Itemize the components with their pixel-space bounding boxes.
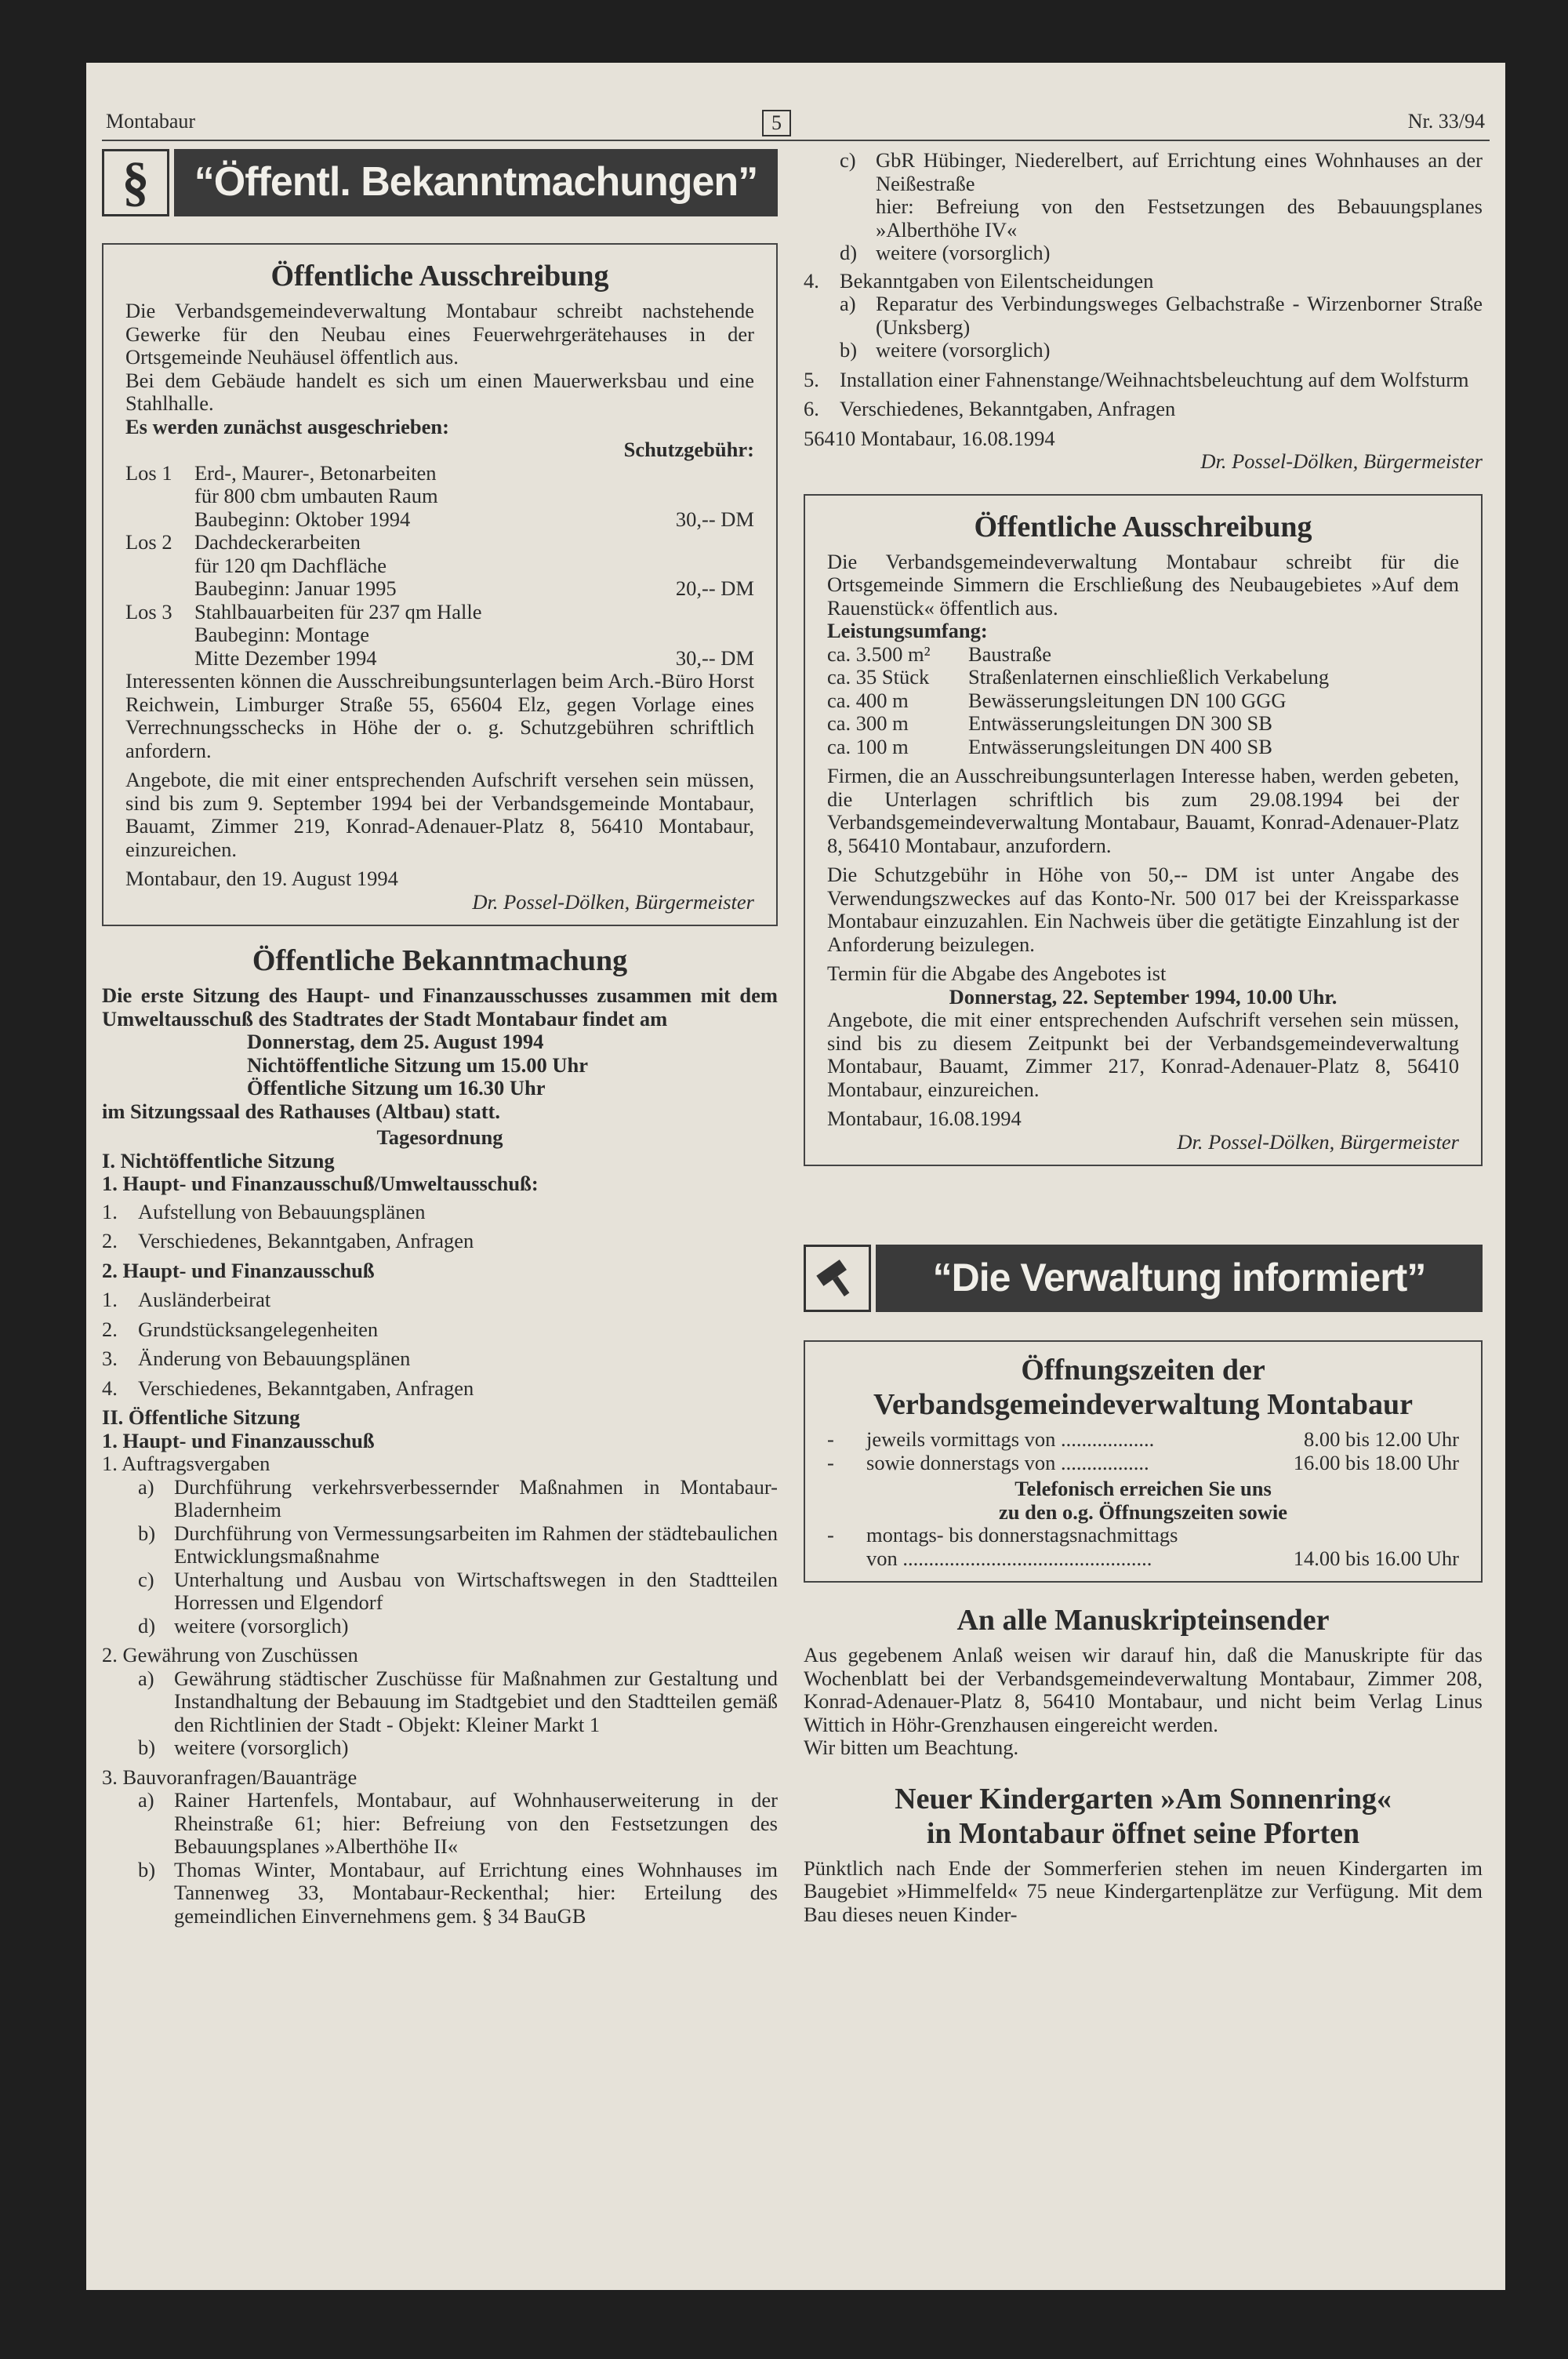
phone-heading-line1: Telefonisch erreichen Sie uns [1014, 1477, 1272, 1500]
manuscript-title: An alle Manuskripteinsender [956, 1604, 1330, 1637]
lot-fee: 20,-- DM [675, 576, 754, 600]
meeting-date: Donnerstag, dem 25. August 1994 [247, 1030, 544, 1053]
section-banner-public-notices [102, 149, 778, 216]
right-column [804, 149, 1483, 1926]
manuscript-notice [804, 1603, 1483, 1760]
newspaper-page [86, 63, 1505, 2290]
agenda-subitem: d) weitere (vorsorglich) [840, 241, 1051, 264]
kindergarten-article [804, 1782, 1483, 1927]
agenda-date: 56410 Montabaur, 16.08.1994 [804, 426, 1055, 450]
kindergarten-text: Pünktlich nach Ende der Sommerferien stehen im neuen Kindergarten im Baugebiet »Himmelfeld« 75 neue Kindergartenplätze zur Verfügung. Mit dem Bau dieses neuen Kinder- [804, 1856, 1483, 1926]
agenda-subsection: 2. Haupt- und Finanzausschuß [102, 1258, 375, 1282]
agenda-subitem: a) Gewährung städtischer Zuschüsse für Maßnahmen zur Gestaltung und Instandhaltung der Bebauung im Stadtgebiet und den Stadtteilen gemäß den Richtlinien der Stadt - Objekt: Kleiner Markt 1 [138, 1666, 778, 1736]
kindergarten-title-line2: in Montabaur öffnet seine Pforten [926, 1816, 1360, 1850]
agenda-subsection: 1. Haupt- und Finanzausschuß [102, 1428, 375, 1452]
agenda-section: II. Öffentliche Sitzung [102, 1405, 300, 1429]
tender-subheading: Es werden zunächst ausgeschrieben: [125, 414, 449, 438]
issue-number: Nr. 33/94 [1407, 110, 1485, 133]
agenda-subsection: 1. Haupt- und Finanzausschuß/Umweltausschuß: [102, 1172, 539, 1195]
page-number: 5 [762, 110, 791, 136]
agenda-heading: Tagesordnung [376, 1125, 503, 1149]
agenda-subitem: a) Reparatur des Verbindungsweges Gelbachstraße - Wirzenborner Straße (Unksberg) [840, 292, 1483, 339]
hours-title-line2: Verbandsgemeindeverwaltung Montabaur [873, 1388, 1413, 1421]
lot-list [125, 462, 754, 671]
opening-hours-box [804, 1340, 1483, 1583]
meeting-public-time: Öffentliche Sitzung um 16.30 Uhr [247, 1076, 546, 1100]
scope-item: ca. 300 m Entwässerungsleitungen DN 300 SB [827, 711, 1272, 735]
lot-fee: 30,-- DM [675, 507, 754, 531]
scope-heading: Leistungsumfang: [827, 619, 988, 642]
tender-date: Montabaur, 16.08.1994 [827, 1107, 1022, 1130]
tender-documents-text: Firmen, die an Ausschreibungsunterlagen Interesse haben, werden gebeten, die Unterlagen schriftlich bis zum 29.08.1994 bei der Verbandsgemeindeverwaltung Montabaur, Bauamt, Konrad-Adenauer-Platz 8, 56410 Montabaur, anzufordern. [827, 764, 1459, 857]
kindergarten-title-line1: Neuer Kindergarten »Am Sonnenring« [895, 1782, 1392, 1816]
meeting-place: im Sitzungssaal des Rathauses (Altbau) statt. [102, 1099, 500, 1123]
fee-heading: Schutzgebühr: [623, 438, 754, 461]
tender-deadline: Donnerstag, 22. September 1994, 10.00 Uhr. [949, 984, 1338, 1009]
meeting-intro: Die erste Sitzung des Haupt- und Finanzausschusses zusammen mit dem Umweltausschuß des Stadtrates der Stadt Montabaur findet am [102, 983, 778, 1030]
header-rule [102, 140, 1490, 141]
lot-fee: 30,-- DM [675, 645, 754, 670]
meeting-closed-time: Nichtöffentliche Sitzung um 15.00 Uhr [247, 1052, 589, 1077]
tender-intro: Die Verbandsgemeindeverwaltung Montabaur schreibt für die Ortsgemeinde Simmern die Erschließung des Neubaugebietes »Auf dem Rauenstück« öffentlich aus. [827, 549, 1459, 620]
tender-date: Montabaur, den 19. August 1994 [125, 867, 398, 890]
tender-deadline-intro: Termin für die Abgabe des Angebotes ist [827, 961, 1167, 985]
agenda-item: 6. Verschiedenes, Bekanntgaben, Anfragen [804, 397, 1176, 420]
tender-fee-text: Die Schutzgebühr in Höhe von 50,-- DM ist unter Angabe des Verwendungszweckes auf das Konto-Nr. 500 017 bei der Kreissparkasse Montabaur einzuzahlen. Ein Nachweis über die getätigte Einzahlung ist der Anforderung beizulegen. [827, 863, 1459, 956]
agenda-item: 1. Aufstellung von Bebauungsplänen [102, 1199, 426, 1223]
agenda-subitem: c) GbR Hübinger, Niederelbert, auf Errichtung eines Wohnhauses an der Neißestraße [840, 148, 1483, 195]
stamp-icon-graphic [814, 1255, 861, 1302]
phone-hours-row: - montags- bis donnerstagsnachmittags [827, 1523, 1178, 1547]
agenda-subitem: a) Durchführung verkehrsverbessernder Maßnahmen in Montabaur- Bladernheim [138, 1474, 778, 1521]
tender-documents-text: Interessenten können die Ausschreibungsunterlagen beim Arch.-Büro Horst Reichwein, Limburger Straße 55, 65604 Elz, gegen Vorlage eines Verrechnungsschecks in Höhe der o. g. Schutzgebühren schriftlich anfordern. [125, 669, 754, 762]
agenda-item: 2. Grundstücksangelegenheiten [102, 1317, 379, 1341]
scope-item: ca. 35 Stück Straßenlaternen einschließlich Verkabelung [827, 665, 1330, 689]
section-title: “Öffentl. Bekanntmachungen” [174, 149, 778, 216]
meeting-announcement [102, 943, 778, 1928]
meeting-title: Öffentliche Bekanntmachung [252, 944, 628, 977]
agenda-subitem: c) Unterhaltung und Ausbau von Wirtschaftswegen in den Stadtteilen Horressen und Elgendorf [138, 1567, 778, 1614]
scope-item: ca. 100 m Entwässerungsleitungen DN 400 SB [827, 734, 1272, 758]
manuscript-note: Wir bitten um Beachtung. [804, 1736, 1019, 1759]
agenda-subitem: a) Rainer Hartenfels, Montabaur, auf Wohnhauserweiterung in der Rheinstraße 61; hier: Befreiung von den Festsetzungen des Bebauungsplanes »Alberthöhe II« [138, 1788, 778, 1858]
agenda-subitem: b) weitere (vorsorglich) [138, 1736, 349, 1759]
section-title: “Die Verwaltung informiert” [876, 1245, 1483, 1312]
tender-notice-box-2 [804, 494, 1483, 1167]
hours-title-line1: Öffnungszeiten der [1021, 1354, 1265, 1387]
agenda-section: I. Nichtöffentliche Sitzung [102, 1148, 335, 1172]
tender-signature: Dr. Possel-Dölken, Bürgermeister [1177, 1129, 1459, 1154]
scope-item: ca. 3.500 m² Baustraße [827, 642, 1051, 666]
tender-title: Öffentliche Ausschreibung [974, 510, 1312, 543]
hours-row: - sowie donnerstags von ................. 16.00 bis 18.00 Uhr [827, 1450, 1459, 1474]
agenda-item: 4. Bekanntgaben von Eilentscheidungen [804, 268, 1154, 293]
left-column [102, 149, 778, 1928]
lot-item: Los 2 Dachdeckerarbeiten für 120 qm Dachfläche Baubeginn: Januar 1995 20,-- DM [125, 530, 754, 600]
agenda-item: 4. Verschiedenes, Bekanntgaben, Anfragen [102, 1376, 474, 1400]
agenda-item: 3. Änderung von Bebauungsplänen [102, 1347, 411, 1370]
agenda-item: 3. Bauvoranfragen/Bauanträge [102, 1765, 358, 1789]
tender-submission-text: Angebote, die mit einer entsprechenden Aufschrift versehen sein müssen, sind bis zum 9. September 1994 bei der Verbandsgemeinde Montabaur, Bauamt, Zimmer 219, Konrad-Adenauer-Platz 8, 56410 Montabaur, einzureichen. [125, 768, 754, 861]
lot-item: Los 1 Erd-, Maurer-, Betonarbeiten für 800 cbm umbauten Raum Baubeginn: Oktober 1994 30,-- DM [125, 460, 754, 531]
manuscript-text: Aus gegebenem Anlaß weisen wir darauf hin, daß die Manuskripte für das Wochenblatt bei der Verbandsgemeindeverwaltung Montabaur, Zimmer 208, Konrad-Adenauer-Platz 8, 56410 Montabaur, und nicht beim Verlag Linus Wittich in Höhr-Grenzhausen eingereicht werden. [804, 1643, 1483, 1736]
tender-notice-box [102, 243, 778, 926]
agenda-subitem: b) Thomas Winter, Montabaur, auf Errichtung eines Wohnhauses im Tannenweg 33, Montabaur-Reckenthal; hier: Erteilung des gemeindlichen Einvernehmens gem. § 34 BauGB [138, 1857, 778, 1928]
lot-item: Los 3 Stahlbauarbeiten für 237 qm Halle Baubeginn: Montage Mitte Dezember 1994 30,-- DM [125, 599, 754, 670]
phone-heading-line2: zu den o.g. Öffnungszeiten sowie [998, 1499, 1288, 1524]
agenda-subitem: b) Durchführung von Vermessungsarbeiten im Rahmen der städtebaulichen Entwicklungsmaßnahme [138, 1521, 778, 1568]
agenda-continuation [804, 149, 1483, 474]
hours-row: - jeweils vormittags von .................. 8.00 bis 12.00 Uhr [827, 1427, 1459, 1451]
tender-intro: Die Verbandsgemeindeverwaltung Montabaur schreibt nachstehende Gewerke für den Neubau eines Feuerwehrgerätehauses in der Ortsgemeinde Neuhäusel öffentlich aus. [125, 299, 754, 369]
tender-submission-text: Angebote, die mit einer entsprechenden Aufschrift versehen sein müssen, sind bis zu diesem Zeitpunkt bei der Verbandsgemeindeverwaltung Montabaur, Bauamt, Zimmer 217, Konrad-Adenauer-Platz 8, 56410 Montabaur, einzureichen. [827, 1008, 1459, 1101]
agenda-item: 2. Verschiedenes, Bekanntgaben, Anfragen [102, 1229, 474, 1252]
paragraph-icon: § [102, 149, 169, 216]
agenda-signature: Dr. Possel-Dölken, Bürgermeister [1200, 449, 1483, 473]
phone-hours-row: von ................................................ 14.00 bis 16.00 Uhr [866, 1546, 1459, 1570]
header-location: Montabaur [106, 110, 196, 133]
agenda-subitem: b) weitere (vorsorglich) [840, 338, 1051, 362]
tender-title: Öffentliche Ausschreibung [270, 260, 609, 293]
stamp-icon [804, 1245, 871, 1312]
tender-building: Bei dem Gebäude handelt es sich um einen Mauerwerksbau und eine Stahlhalle. [125, 368, 754, 415]
agenda-subitem: hier: Befreiung von den Festsetzungen des Bebauungsplanes »Alberthöhe IV« [876, 194, 1483, 242]
agenda-item: 2. Gewährung von Zuschüssen [102, 1643, 358, 1667]
agenda-subitem: d) weitere (vorsorglich) [138, 1613, 349, 1637]
tender-signature: Dr. Possel-Dölken, Bürgermeister [472, 889, 754, 914]
section-banner-administration [804, 1245, 1483, 1312]
agenda-item: 1. Ausländerbeirat [102, 1288, 271, 1311]
scope-item: ca. 400 m Bewässerungsleitungen DN 100 GGG [827, 688, 1287, 712]
agenda-item: 5. Installation einer Fahnenstange/Weihnachtsbeleuchtung auf dem Wolfsturm [804, 367, 1469, 391]
agenda-item: 1. Auftragsvergaben [102, 1452, 270, 1475]
